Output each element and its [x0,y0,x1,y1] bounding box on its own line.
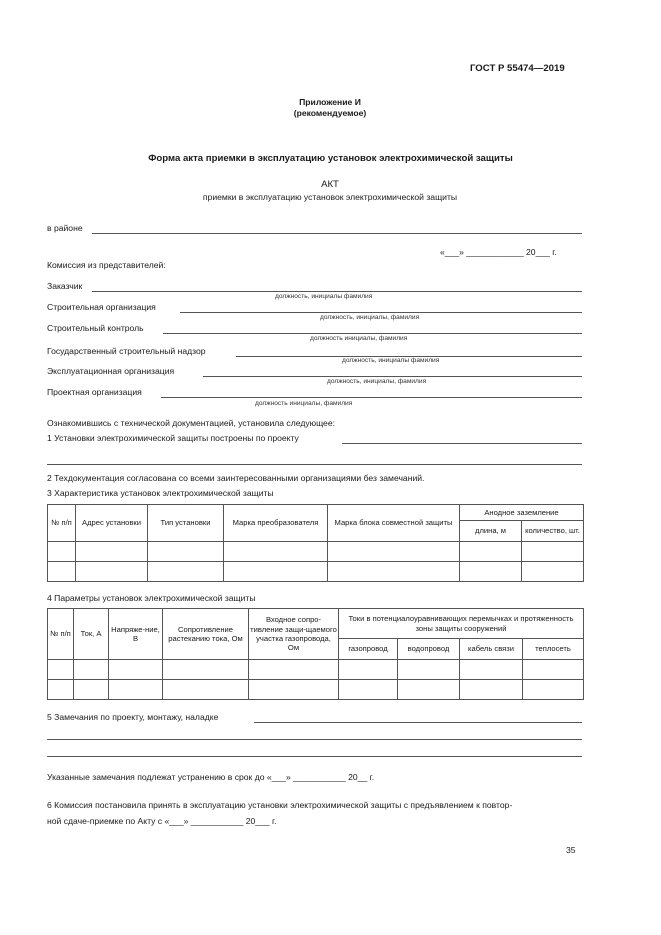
operating-org-hint: должность, инициалы, фамилия [327,378,427,385]
table2-header-num: № п/п [48,609,74,660]
region-input-line[interactable] [92,233,582,234]
parameters-table [47,608,584,700]
remarks-extra-line-1[interactable] [47,739,582,740]
construction-control-input-line[interactable] [163,333,582,334]
table1-header-converter: Марка преобразователя [224,505,328,542]
table2-header-heat: теплосеть [523,639,584,660]
item-6-line-2[interactable]: ной сдаче-приемке по Акту с «___» ___________ 20___ г. [47,816,277,826]
table2-header-current: Ток, А [74,609,109,660]
table1-header-block: Марка блока совместной защиты [328,505,460,542]
customer-input-line[interactable] [92,291,582,292]
item-3-text: 3 Характеристика установок электрохимической защиты [47,488,274,498]
table-row [48,660,584,680]
item-2-text: 2 Техдокументация согласована со всеми заинтересованными организациями без замечаний. [47,473,425,483]
customer-label: Заказчик [47,281,83,291]
table1-header-address: Адрес установки [76,505,148,542]
design-org-hint: должность инициалы, фамилия [255,400,353,407]
construction-org-input-line[interactable] [180,312,582,313]
table1-header-type: Тип установки [148,505,224,542]
table2-header-water: водопровод [398,639,460,660]
table1-header-anode: Анодное заземление [460,505,584,521]
table1-header-length: длина, м [460,521,522,542]
table2-header-voltage: Напряже-ние, В [109,609,163,660]
remarks-input-line[interactable] [254,722,582,723]
appendix-title: Приложение И [299,97,361,107]
intro-text: Ознакомившись с технической документацией, установила следующее: [47,418,335,428]
table2-header-gas: газопровод [339,639,398,660]
table2-header-currents: Токи в потенциалоуравнивающих перемычках и протяженность зоны защиты сооружений [339,609,584,639]
construction-org-hint: должность, инициалы, фамилия [320,314,420,321]
remarks-extra-line-2[interactable] [47,756,582,757]
construction-control-hint: должность инициалы, фамилия [310,335,408,342]
table-row [48,680,584,700]
item-4-text: 4 Параметры установок электрохимической защиты [47,593,256,603]
table2-header-input-resistance: Входное сопро-тивление защи-щаемого участка газопровода, Ом [249,609,339,660]
appendix-subtitle: (рекомендуемое) [293,108,367,118]
item-5-text: 5 Замечания по проекту, монтажу, наладке [47,712,219,722]
table2-header-resistance: Сопротивление растеканию тока, Ом [163,609,249,660]
date-line[interactable]: «___» ____________ 20___ г. [440,247,557,257]
item-6-line-1: 6 Комиссия постановила принять в эксплуатацию установки электрохимической защиты с предъявлением к повтор- [47,800,513,810]
table-row [48,562,584,582]
table2-header-cable: кабель связи [460,639,523,660]
installations-table [47,504,584,582]
page-number: 35 [566,845,576,855]
item-1-text: 1 Установки электрохимической защиты построены по проекту [47,433,299,443]
project-extra-line[interactable] [47,464,582,465]
state-supervision-label: Государственный строительный надзор [47,346,206,356]
act-subtitle: приемки в эксплуатацию установок электрохимической защиты [202,192,458,202]
form-title: Форма акта приемки в эксплуатацию установок электрохимической защиты [148,153,513,164]
table-row [48,542,584,562]
project-input-line[interactable] [342,443,582,444]
construction-org-label: Строительная организация [47,302,156,312]
operating-org-input-line[interactable] [203,376,582,377]
commission-label: Комиссия из представителей: [47,260,166,270]
document-code: ГОСТ Р 55474—2019 [470,63,565,74]
remarks-deadline[interactable]: Указанные замечания подлежат устранению в срок до «___» ___________ 20__ г. [47,772,375,782]
state-supervision-hint: должность, инициалы фамилия [342,357,440,364]
design-org-input-line[interactable] [161,397,582,398]
table1-header-num: № п/п [48,505,76,542]
act-title: АКТ [321,179,339,190]
construction-control-label: Строительный контроль [47,323,144,333]
table1-header-count: количество, шт. [522,521,584,542]
customer-hint: должность, инициалы фамилия [275,293,373,300]
operating-org-label: Эксплуатационная организация [47,366,175,376]
design-org-label: Проектная организация [47,387,142,397]
region-label: в районе [47,223,83,233]
